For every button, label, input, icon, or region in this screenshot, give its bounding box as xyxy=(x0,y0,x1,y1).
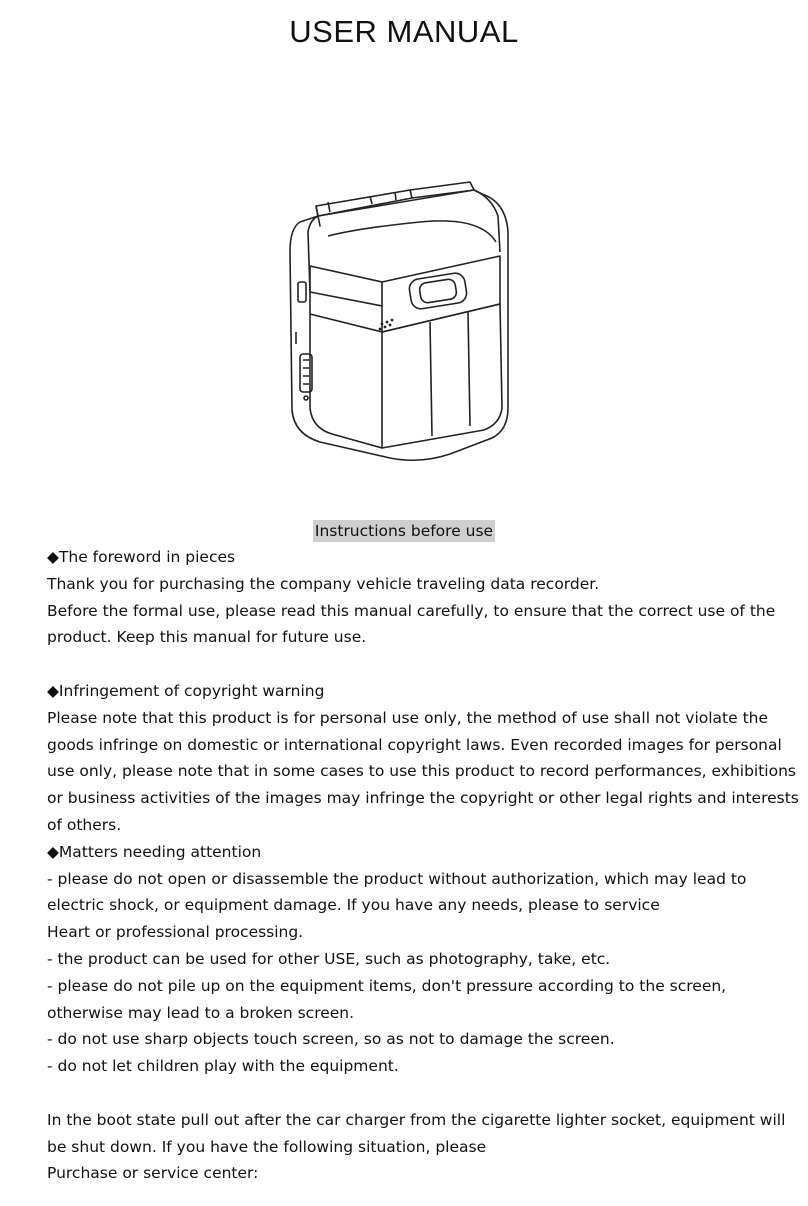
section-heading: Instructions before use xyxy=(314,522,494,540)
text-line: of others. xyxy=(47,815,122,834)
text-line: - please do not pile up on the equipment items, don't pressure according to the screen, xyxy=(47,976,727,995)
text-line: otherwise may lead to a broken screen. xyxy=(47,1003,355,1022)
text-line: - the product can be used for other USE, such as photography, take, etc. xyxy=(47,949,611,968)
text-line: electric shock, or equipment damage. If you have any needs, please to service xyxy=(47,896,660,915)
text-line: be shut down. If you have the following situation, please xyxy=(47,1137,487,1156)
text-line: ◆The foreword in pieces xyxy=(47,548,236,566)
manual-text xyxy=(47,544,799,1187)
text-line: product. Keep this manual for future use. xyxy=(47,628,367,647)
text-line: use only, please note that in some cases to use this product to record performances, exhibitions xyxy=(47,762,796,781)
blank-line xyxy=(47,651,777,678)
text-line: ◆Infringement of copyright warning xyxy=(47,681,325,700)
dashcam-device-illustration xyxy=(270,172,530,464)
page-title: USER MANUAL xyxy=(289,14,519,49)
blank-line xyxy=(47,1080,777,1107)
text-line: Please note that this product is for personal use only, the method of use shall not violate the xyxy=(47,708,769,727)
text-line: - do not let children play with the equipment. xyxy=(47,1057,399,1076)
text-line: In the boot state pull out after the car charger from the cigarette lighter socket, equipment will xyxy=(47,1110,786,1129)
text-line: ◆Matters needing attention xyxy=(47,842,262,861)
text-line: Purchase or service center: xyxy=(47,1164,259,1183)
text-line: goods infringe on domestic or international copyright laws. Even recorded images for personal xyxy=(47,735,782,754)
text-line: Thank you for purchasing the company vehicle traveling data recorder. xyxy=(47,574,600,593)
text-line: - please do not open or disassemble the product without authorization, which may lead to xyxy=(47,869,747,888)
text-line: - do not use sharp objects touch screen, so as not to damage the screen. xyxy=(47,1030,615,1049)
text-line: Before the formal use, please read this manual carefully, to ensure that the correct use of the xyxy=(47,601,776,620)
text-line: or business activities of the images may infringe the copyright or other legal rights and interests xyxy=(47,789,799,808)
text-line: Heart or professional processing. xyxy=(47,923,304,942)
